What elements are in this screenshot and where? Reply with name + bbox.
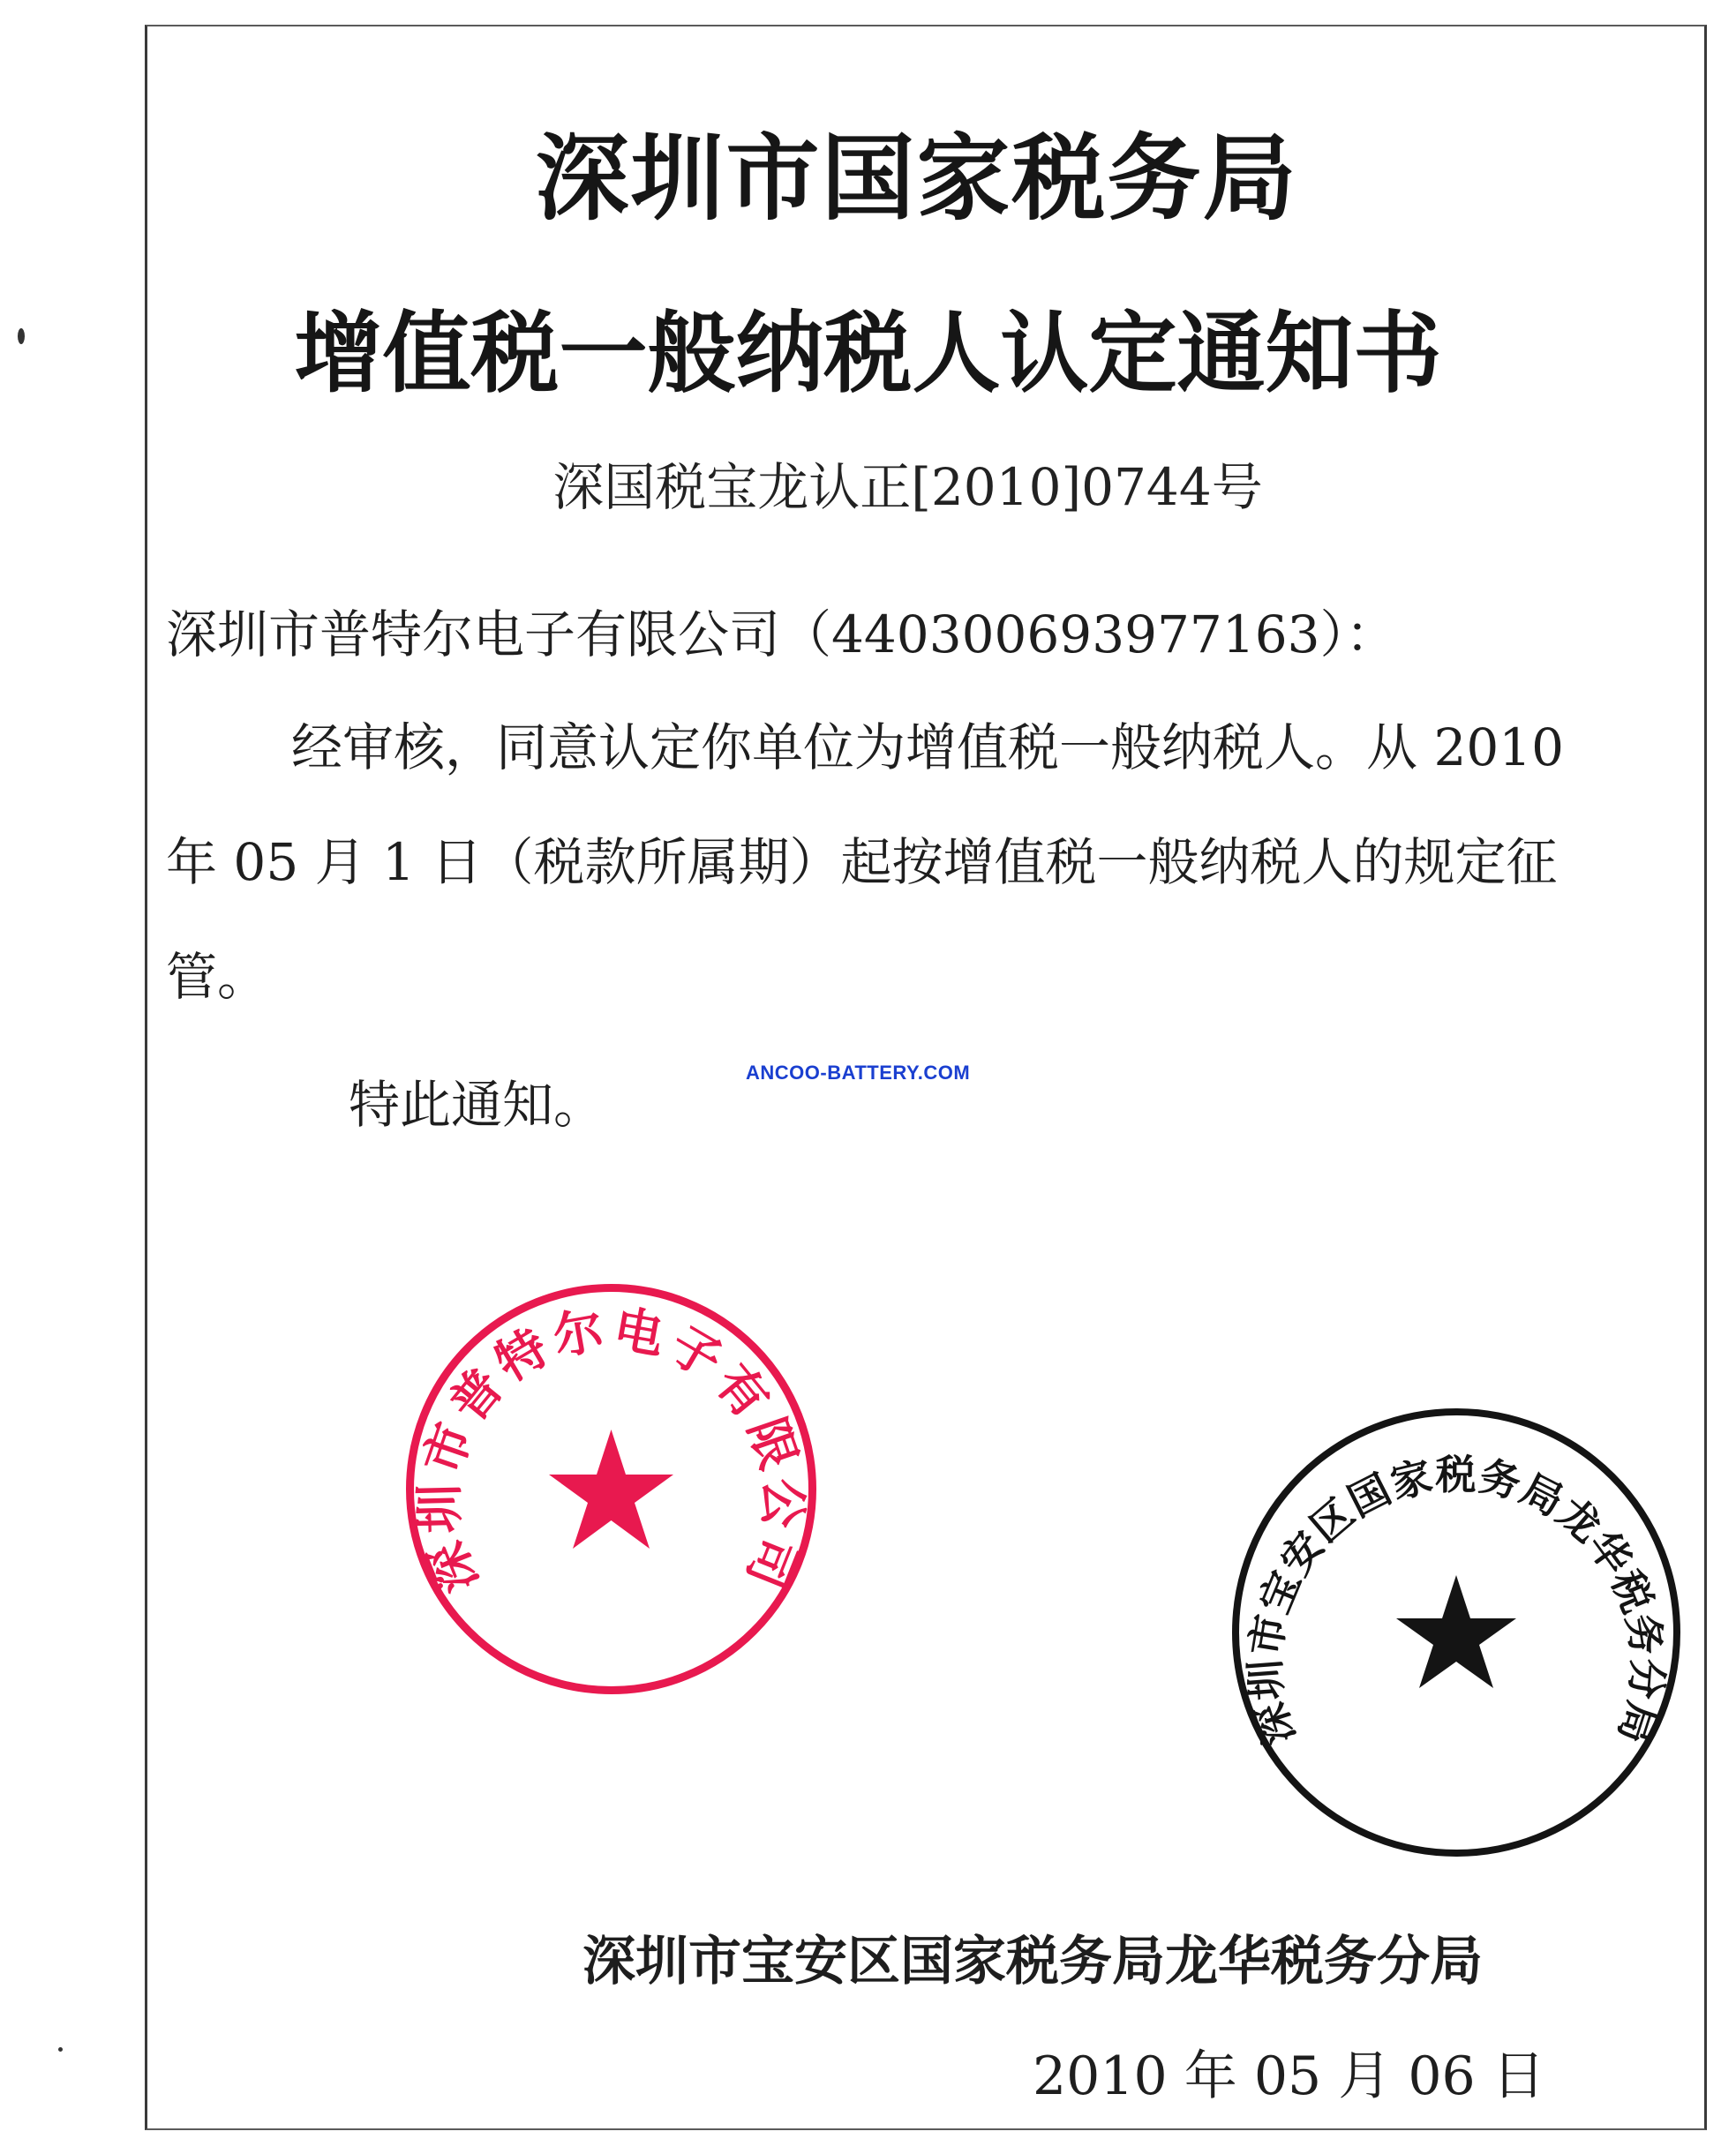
watermark-link[interactable]: ANCOO-BATTERY.COM [746,1062,971,1084]
tax-bureau-seal-stamp [1227,1403,1686,1862]
paragraph-line: 管。 [166,947,269,1007]
issue-date: 2010 年 05 月 06 日 [1033,2045,1545,2107]
seal-text: 深圳市普特尔电子有限公司 [410,1300,812,1602]
addressee-line: 深圳市普特尔电子有限公司（440300693977163）： [166,604,1397,664]
company-seal-stamp [402,1280,821,1699]
star-icon [549,1430,673,1549]
scan-speck [58,2047,63,2052]
issuer-name: 深圳市宝安区国家税务局龙华税务分局 [582,1931,1483,1993]
star-icon [1396,1575,1516,1688]
closing-line: 特此通知。 [349,1075,605,1135]
paragraph-line: 经审核，同意认定你单位为增值税一般纳税人。从 2010 [291,717,1565,777]
document-subtitle: 增值税一般纳税人认定通知书 [294,302,1442,405]
document-number: 深国税宝龙认正[2010]0744号 [552,457,1263,517]
paragraph-line: 年 05 月 1 日（税款所属期）起按增值税一般纳税人的规定征 [166,832,1558,892]
seal-text: 深圳市宝安区国家税务局龙华税务分局 [1240,1450,1672,1751]
document-title: 深圳市国家税务局 [535,124,1298,233]
